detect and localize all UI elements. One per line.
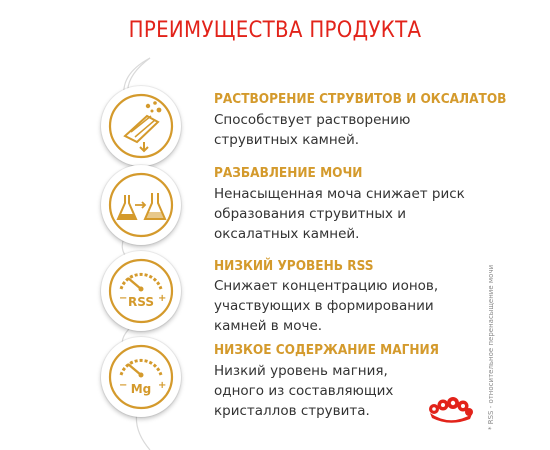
benefit-text-low-magnesium: Низкий уровень магния, одного из составляющих кристаллов струвита. bbox=[214, 363, 394, 419]
urine-dilution-badge bbox=[101, 165, 181, 245]
svg-text:+: + bbox=[158, 293, 167, 304]
svg-text:−: − bbox=[119, 293, 128, 304]
urine-dilution-beakers-icon bbox=[101, 165, 181, 245]
svg-text:−: − bbox=[119, 380, 128, 391]
benefit-text-struvite-oxalate: Способствует растворению струвитных камней. bbox=[214, 112, 411, 148]
mg-gauge-label: Mg bbox=[130, 382, 152, 396]
benefit-title-struvite-oxalate: РАСТВОРЕНИЕ СТРУВИТОВ И ОКСАЛАТОВ bbox=[214, 91, 507, 107]
svg-text:+: + bbox=[158, 380, 167, 391]
benefit-title-low-magnesium: НИЗКОЕ СОДЕРЖАНИЕ МАГНИЯ bbox=[214, 342, 440, 358]
royal-canin-crown-logo bbox=[426, 397, 474, 425]
magnesium-gauge-icon bbox=[101, 337, 181, 417]
benefit-title-low-rss: НИЗКИЙ УРОВЕНЬ RSS bbox=[214, 258, 374, 274]
page-title: ПРЕИМУЩЕСТВА ПРОДУКТА bbox=[128, 18, 422, 43]
rss-badge bbox=[101, 251, 181, 331]
benefit-text-urine-dilution: Ненасыщенная моча снижает риск образования струвитных и оксалатных камней. bbox=[214, 186, 465, 242]
magnesium-badge bbox=[101, 337, 181, 417]
rss-gauge-label: RSS bbox=[128, 295, 154, 309]
rss-footnote: * RSS - относительное перенасыщение мочи bbox=[487, 264, 495, 430]
rss-gauge-icon bbox=[101, 251, 181, 331]
crystals-dissolve-icon bbox=[101, 86, 181, 166]
benefit-text-low-rss: Снижает концентрацию ионов, участвующих в формировании камней в моче. bbox=[214, 278, 439, 334]
crystals-dissolve-badge bbox=[101, 86, 181, 166]
benefit-title-urine-dilution: РАЗБАВЛЕНИЕ МОЧИ bbox=[214, 165, 363, 181]
